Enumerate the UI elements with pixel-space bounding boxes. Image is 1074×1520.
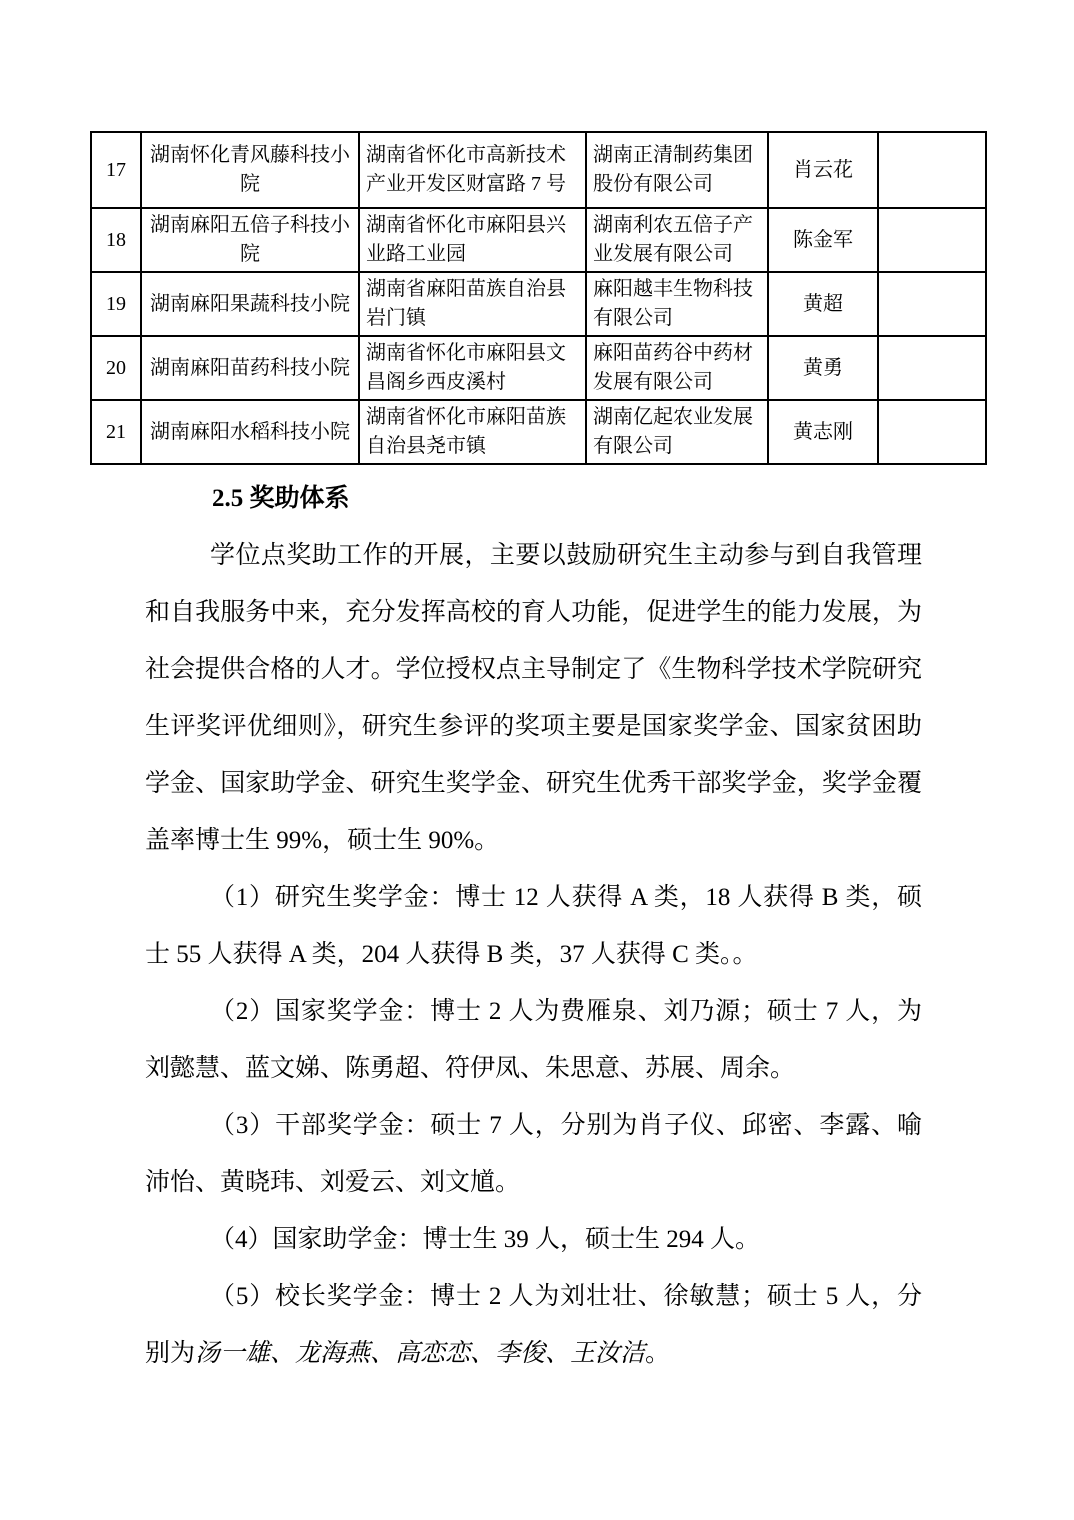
note-cell	[878, 132, 986, 208]
company-cell: 麻阳越丰生物科技有限公司	[586, 272, 768, 336]
row-number-cell: 21	[91, 400, 141, 464]
science-institute-table	[90, 131, 987, 465]
paragraph-national-grant: （4）国家助学金：博士生 39 人，硕士生 294 人。	[210, 1226, 761, 1253]
table-row	[91, 208, 986, 272]
institute-name-cell: 湖南麻阳五倍子科技小院	[141, 208, 359, 272]
company-cell: 湖南正清制药集团股份有限公司	[586, 132, 768, 208]
row-number-cell: 18	[91, 208, 141, 272]
paragraph-cadre-scholarship: （3）干部奖学金：硕士 7 人，分别为肖子仪、邱密、李露、喻沛怡、黄晓玮、刘爱云、刘文馗。	[145, 1112, 922, 1196]
institute-name-cell: 湖南麻阳水稻科技小院	[141, 400, 359, 464]
section-heading: 2.5 奖助体系	[212, 485, 350, 512]
contact-person-cell: 黄勇	[768, 336, 878, 400]
paragraph-grad-scholarship: （1）研究生奖学金：博士 12 人获得 A 类，18 人获得 B 类，硕士 55 人获得 A 类，204 人获得 B 类，37 人获得 C 类。。	[145, 884, 922, 968]
section-awards	[145, 470, 922, 1382]
note-cell	[878, 208, 986, 272]
note-cell	[878, 272, 986, 336]
row-number-cell: 17	[91, 132, 141, 208]
company-cell: 麻阳苗药谷中药材发展有限公司	[586, 336, 768, 400]
principal-paragraph-names: 汤一雄、龙海燕、高恋恋、李俊、王汝洁	[195, 1340, 646, 1367]
address-cell: 湖南省麻阳苗族自治县岩门镇	[359, 272, 586, 336]
company-cell: 湖南利农五倍子产业发展有限公司	[586, 208, 768, 272]
note-cell	[878, 336, 986, 400]
address-cell: 湖南省怀化市麻阳苗族自治县尧市镇	[359, 400, 586, 464]
table-row	[91, 336, 986, 400]
institute-name-cell: 湖南麻阳果蔬科技小院	[141, 272, 359, 336]
table-row	[91, 400, 986, 464]
row-number-cell: 20	[91, 336, 141, 400]
table-row	[91, 272, 986, 336]
table-row	[91, 132, 986, 208]
note-cell	[878, 400, 986, 464]
contact-person-cell: 陈金军	[768, 208, 878, 272]
institute-table-container	[90, 131, 987, 465]
address-cell: 湖南省怀化市麻阳县兴业路工业园	[359, 208, 586, 272]
row-number-cell: 19	[91, 272, 141, 336]
company-cell: 湖南亿起农业发展有限公司	[586, 400, 768, 464]
institute-name-cell: 湖南麻阳苗药科技小院	[141, 336, 359, 400]
contact-person-cell: 肖云花	[768, 132, 878, 208]
principal-paragraph-prefix: （5）校长奖学金：博士 2 人为刘壮壮、徐敏慧；硕士 5 人，分别为	[145, 1283, 922, 1367]
paragraph-national-scholarship: （2）国家奖学金：博士 2 人为费雁泉、刘乃源；硕士 7 人，为刘懿慧、蓝文娣、陈勇超、符伊凤、朱思意、苏展、周余。	[145, 998, 922, 1082]
principal-paragraph-suffix: 。	[645, 1340, 671, 1367]
contact-person-cell: 黄超	[768, 272, 878, 336]
address-cell: 湖南省怀化市高新技术产业开发区财富路 7 号	[359, 132, 586, 208]
contact-person-cell: 黄志刚	[768, 400, 878, 464]
address-cell: 湖南省怀化市麻阳县文昌阁乡西皮溪村	[359, 336, 586, 400]
paragraph-intro: 学位点奖助工作的开展，主要以鼓励研究生主动参与到自我管理和自我服务中来，充分发挥高校的育人功能，促进学生的能力发展，为社会提供合格的人才。学位授权点主导制定了《生物科学技术学院研究生评奖评优细则》，研究生参评的奖项主要是国家奖学金、国家贫困助学金、国家助学金、研究生奖学金、研究生优秀干部奖学金，奖学金覆盖率博士生 99%，硕士生 90%。	[145, 542, 922, 854]
paragraph-principal-scholarship	[145, 1268, 922, 1382]
institute-name-cell: 湖南怀化青风藤科技小院	[141, 132, 359, 208]
